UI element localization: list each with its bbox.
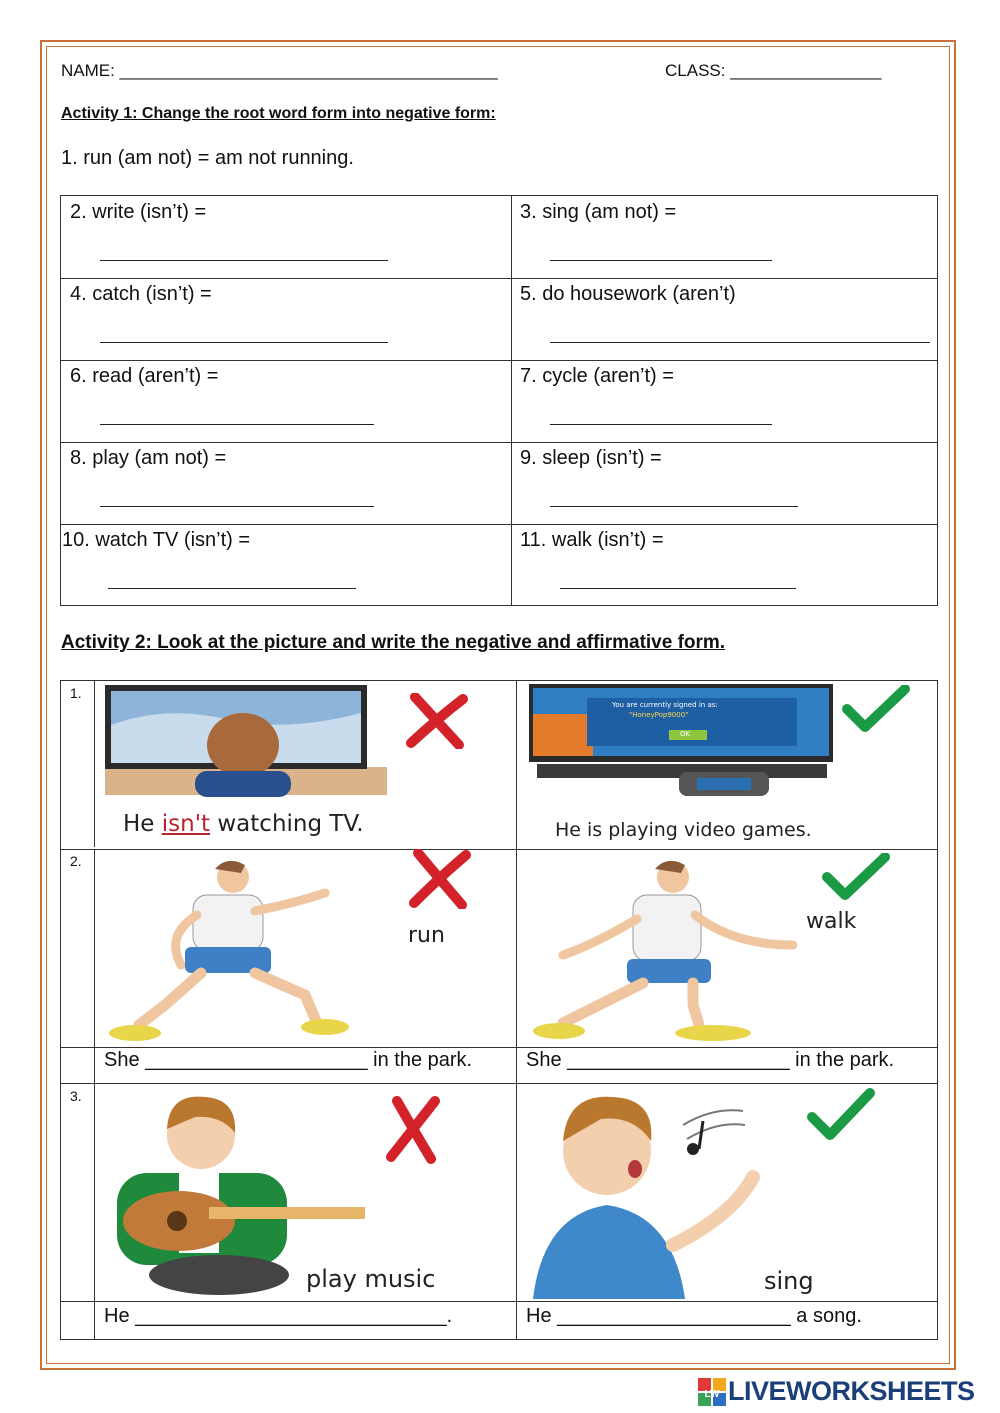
row-number: 3. xyxy=(70,1088,82,1104)
row-number: 2. xyxy=(70,853,82,869)
answer-sentence[interactable]: She ____________________ in the park. xyxy=(104,1049,473,1071)
answer-blank[interactable] xyxy=(550,424,772,425)
item-label: 5. do housework (aren’t) xyxy=(520,283,736,305)
row-number: 1. xyxy=(70,685,82,701)
cross-mark-icon xyxy=(401,693,471,749)
picture-caption: He isn't watching TV. xyxy=(123,811,364,837)
activity1-title: Activity 1: Change the root word form into negative form: xyxy=(61,105,496,122)
check-mark-icon xyxy=(841,685,911,733)
cross-mark-icon xyxy=(404,849,474,909)
check-mark-icon xyxy=(821,853,891,901)
activity1-table xyxy=(60,195,938,606)
verb-word: walk xyxy=(806,909,857,934)
item-label: 11. walk (isn’t) = xyxy=(520,529,664,551)
answer-blank[interactable] xyxy=(560,588,796,589)
logo-text: LIVEWORKSHEETS xyxy=(728,1376,975,1406)
item-label: 6. read (aren’t) = xyxy=(70,365,219,387)
answer-blank[interactable] xyxy=(550,506,798,507)
screen-ok: OK xyxy=(680,730,691,738)
item-label: 8. play (am not) = xyxy=(70,447,227,469)
answer-blank[interactable] xyxy=(550,342,930,343)
verb-word: run xyxy=(408,923,445,948)
singing-boy-illustration xyxy=(523,1085,783,1299)
screen-username: "HoneyPop9000" xyxy=(629,711,689,719)
liveworksheets-logo[interactable] xyxy=(698,1376,993,1408)
answer-blank[interactable] xyxy=(550,260,772,261)
class-field-label[interactable]: CLASS: ________________ xyxy=(665,61,882,80)
answer-sentence[interactable]: He _____________________ a song. xyxy=(526,1305,862,1327)
answer-blank[interactable] xyxy=(108,588,356,589)
check-mark-icon xyxy=(806,1087,876,1143)
item-label: 3. sing (am not) = xyxy=(520,201,677,223)
name-field-label[interactable]: NAME: ________________________________________ xyxy=(61,61,498,80)
answer-sentence[interactable]: He ____________________________. xyxy=(104,1305,453,1327)
activity2-title: Activity 2: Look at the picture and write the negative and affirmative form. xyxy=(61,632,726,653)
activity2-table xyxy=(60,680,938,1340)
item-label: 10. watch TV (isn’t) = xyxy=(62,529,251,551)
tv-watching-illustration xyxy=(105,685,387,797)
answer-blank[interactable] xyxy=(100,424,374,425)
item-label: 4. catch (isn’t) = xyxy=(70,283,212,305)
item-label: 7. cycle (aren’t) = xyxy=(520,365,674,387)
verb-word: sing xyxy=(764,1267,814,1295)
walking-girl-illustration xyxy=(523,855,803,1045)
running-girl-illustration xyxy=(105,855,375,1045)
answer-blank[interactable] xyxy=(100,342,388,343)
answer-blank[interactable] xyxy=(100,506,374,507)
item-label: 2. write (isn’t) = xyxy=(70,201,207,223)
screen-text: You are currently signed in as: xyxy=(612,701,718,709)
item-label: 9. sleep (isn’t) = xyxy=(520,447,662,469)
picture-caption: He is playing video games. xyxy=(555,819,812,841)
activity1-example: 1. run (am not) = am not running. xyxy=(61,147,354,169)
answer-sentence[interactable]: She ____________________ in the park. xyxy=(526,1049,895,1071)
logo-badge-icon xyxy=(698,1378,726,1406)
svg-text:LW: LW xyxy=(704,1389,720,1400)
cross-mark-icon xyxy=(383,1095,443,1165)
verb-word: play music xyxy=(306,1265,436,1293)
answer-blank[interactable] xyxy=(100,260,388,261)
